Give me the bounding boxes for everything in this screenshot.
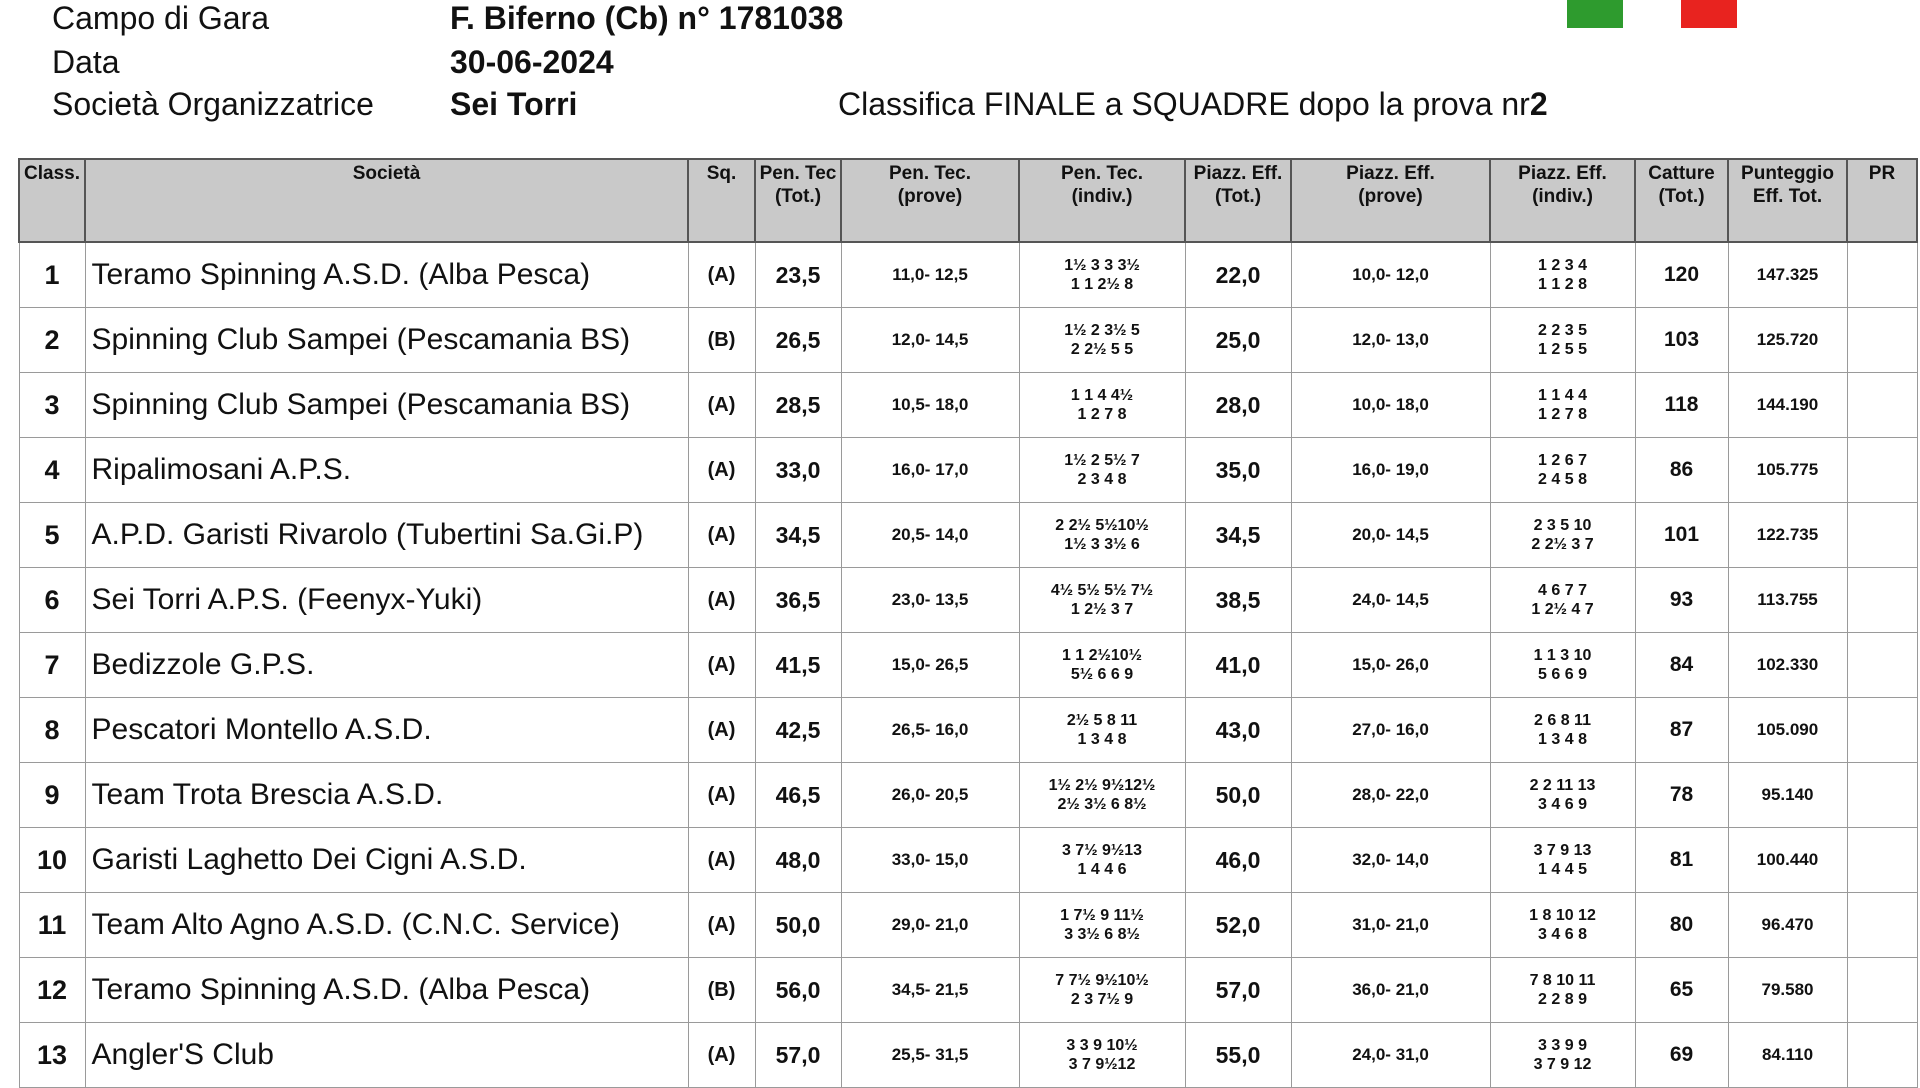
cell-catture: 101	[1635, 503, 1728, 568]
cell-piazz-tot: 50,0	[1185, 763, 1291, 828]
cell-piazz-indiv	[1490, 568, 1635, 633]
cell-pen-indiv-line: 1 1 2½10½	[1061, 647, 1143, 664]
cell-pr	[1847, 828, 1917, 893]
campo-value: F. Biferno (Cb) n° 1781038	[450, 0, 844, 36]
cell-class: 8	[19, 698, 85, 763]
cell-pr	[1847, 503, 1917, 568]
cell-catture: 84	[1635, 633, 1728, 698]
cell-piazz-prove: 20,0- 14,5	[1291, 503, 1490, 568]
cell-piazz-indiv	[1490, 308, 1635, 373]
cell-pen-indiv-line: 1 1 2½ 8	[1070, 276, 1134, 293]
cell-squadra: (A)	[688, 1023, 755, 1088]
cell-piazz-indiv-line: 3 3 9 9	[1538, 1037, 1587, 1054]
cell-pr	[1847, 633, 1917, 698]
cell-squadra: (B)	[688, 308, 755, 373]
cell-class: 6	[19, 568, 85, 633]
cell-catture: 120	[1635, 242, 1728, 308]
cell-catture: 87	[1635, 698, 1728, 763]
cell-pen-indiv-line: 1 1 4 4½	[1070, 387, 1134, 404]
cell-pen-indiv-line: 2 3 4 8	[1077, 471, 1127, 488]
cell-pen-prove: 11,0- 12,5	[841, 242, 1019, 308]
cell-piazz-indiv-line: 3 7 9 12	[1533, 1056, 1592, 1073]
cell-catture: 80	[1635, 893, 1728, 958]
table-row	[19, 893, 1917, 958]
cell-pen-indiv-line: 1½ 2 3½ 5	[1064, 322, 1140, 339]
cell-pen-prove: 20,5- 14,0	[841, 503, 1019, 568]
cell-pen-prove: 26,5- 16,0	[841, 698, 1019, 763]
cell-squadra: (A)	[688, 698, 755, 763]
table-row	[19, 438, 1917, 503]
cell-piazz-indiv-line: 3 4 6 9	[1538, 796, 1587, 813]
cell-pen-tot: 50,0	[755, 893, 841, 958]
header-pr: PR	[1847, 159, 1917, 242]
cell-punteggio: 96.470	[1728, 893, 1847, 958]
cell-piazz-indiv-line: 3 4 6 8	[1538, 926, 1587, 943]
cell-squadra: (A)	[688, 503, 755, 568]
cell-squadra: (A)	[688, 893, 755, 958]
cell-pen-indiv-line: 4½ 5½ 5½ 7½	[1050, 582, 1154, 599]
cell-pen-indiv-line: 3 7½ 9½13	[1061, 842, 1143, 859]
header-punteggio: Punteggio Eff. Tot.	[1728, 159, 1847, 242]
cell-punteggio: 84.110	[1728, 1023, 1847, 1088]
cell-piazz-prove: 28,0- 22,0	[1291, 763, 1490, 828]
table-row	[19, 828, 1917, 893]
cell-pen-indiv	[1019, 503, 1185, 568]
table-row	[19, 763, 1917, 828]
cell-pr	[1847, 763, 1917, 828]
cell-piazz-indiv-line: 1 4 4 5	[1538, 861, 1587, 878]
cell-punteggio: 102.330	[1728, 633, 1847, 698]
data-label: Data	[52, 44, 120, 80]
cell-societa: Ripalimosani A.P.S.	[85, 438, 688, 503]
header-pen-tot: Pen. Tec (Tot.)	[755, 159, 841, 242]
campo-label: Campo di Gara	[52, 0, 269, 36]
cell-squadra: (B)	[688, 958, 755, 1023]
cell-catture: 103	[1635, 308, 1728, 373]
header-class: Class.	[19, 159, 85, 242]
table-row	[19, 958, 1917, 1023]
cell-pen-prove: 26,0- 20,5	[841, 763, 1019, 828]
table-row	[19, 308, 1917, 373]
cell-pen-indiv	[1019, 828, 1185, 893]
cell-pen-indiv	[1019, 1023, 1185, 1088]
cell-squadra: (A)	[688, 763, 755, 828]
cell-class: 13	[19, 1023, 85, 1088]
cell-pen-indiv-line: 2 2½ 5½10½	[1055, 517, 1149, 534]
cell-class: 2	[19, 308, 85, 373]
cell-pen-indiv-line: 2 2½ 5 5	[1070, 341, 1134, 358]
societa-label: Società Organizzatrice	[52, 86, 374, 122]
cell-pen-prove: 29,0- 21,0	[841, 893, 1019, 958]
cell-piazz-indiv-line: 1 2 7 8	[1538, 406, 1587, 423]
cell-pen-indiv-line: 3 7 9½12	[1068, 1056, 1136, 1073]
cell-pen-indiv-line: 1 3 4 8	[1077, 731, 1127, 748]
cell-punteggio: 105.090	[1728, 698, 1847, 763]
cell-piazz-indiv-line: 2 6 8 11	[1534, 712, 1591, 729]
cell-piazz-indiv	[1490, 698, 1635, 763]
cell-piazz-indiv-line: 1 1 3 10	[1533, 647, 1592, 664]
cell-punteggio: 125.720	[1728, 308, 1847, 373]
cell-pen-indiv	[1019, 698, 1185, 763]
cell-pen-indiv-line: 1 7½ 9 11½	[1060, 907, 1144, 924]
cell-piazz-indiv	[1490, 958, 1635, 1023]
flag-red-band	[1681, 0, 1737, 28]
cell-piazz-tot: 25,0	[1185, 308, 1291, 373]
cell-squadra: (A)	[688, 568, 755, 633]
cell-piazz-tot: 43,0	[1185, 698, 1291, 763]
cell-catture: 93	[1635, 568, 1728, 633]
table-row	[19, 373, 1917, 438]
cell-piazz-indiv-line: 4 6 7 7	[1538, 582, 1587, 599]
cell-catture: 78	[1635, 763, 1728, 828]
cell-piazz-indiv-line: 5 6 6 9	[1538, 666, 1587, 683]
cell-piazz-prove: 16,0- 19,0	[1291, 438, 1490, 503]
cell-pen-indiv	[1019, 633, 1185, 698]
cell-pen-indiv-line: 1½ 2 5½ 7	[1064, 452, 1140, 469]
cell-pen-tot: 42,5	[755, 698, 841, 763]
table-row	[19, 242, 1917, 308]
results-table	[18, 158, 1918, 1088]
cell-pen-indiv-line: 2½ 5 8 11	[1066, 712, 1138, 729]
cell-pen-prove: 16,0- 17,0	[841, 438, 1019, 503]
cell-pen-prove: 25,5- 31,5	[841, 1023, 1019, 1088]
cell-piazz-indiv	[1490, 828, 1635, 893]
cell-pen-indiv-line: 3 3 9 10½	[1066, 1037, 1138, 1054]
cell-piazz-indiv-line: 1 3 4 8	[1538, 731, 1587, 748]
cell-piazz-indiv	[1490, 242, 1635, 308]
cell-catture: 86	[1635, 438, 1728, 503]
cell-piazz-indiv	[1490, 893, 1635, 958]
cell-punteggio: 147.325	[1728, 242, 1847, 308]
cell-pen-tot: 36,5	[755, 568, 841, 633]
cell-piazz-tot: 46,0	[1185, 828, 1291, 893]
cell-piazz-tot: 22,0	[1185, 242, 1291, 308]
italian-flag-icon	[1567, 0, 1737, 28]
cell-pen-prove: 10,5- 18,0	[841, 373, 1019, 438]
cell-pr	[1847, 373, 1917, 438]
cell-pen-prove: 34,5- 21,5	[841, 958, 1019, 1023]
cell-piazz-indiv-line: 2 2 3 5	[1538, 322, 1587, 339]
cell-pen-indiv	[1019, 763, 1185, 828]
cell-pr	[1847, 1023, 1917, 1088]
cell-piazz-indiv-line: 2 2 11 13	[1529, 777, 1596, 794]
cell-piazz-indiv	[1490, 1023, 1635, 1088]
classifica-number: 2	[1529, 86, 1548, 122]
cell-pen-indiv-line: 1 2 7 8	[1077, 406, 1127, 423]
cell-punteggio: 105.775	[1728, 438, 1847, 503]
cell-piazz-prove: 31,0- 21,0	[1291, 893, 1490, 958]
societa-value: Sei Torri	[450, 86, 578, 122]
flag-green-band	[1567, 0, 1623, 28]
cell-piazz-tot: 35,0	[1185, 438, 1291, 503]
cell-pr	[1847, 893, 1917, 958]
cell-piazz-indiv	[1490, 633, 1635, 698]
cell-pen-indiv	[1019, 373, 1185, 438]
cell-societa: Spinning Club Sampei (Pescamania BS)	[85, 373, 688, 438]
flag-white-band	[1623, 0, 1681, 28]
cell-piazz-tot: 41,0	[1185, 633, 1291, 698]
cell-piazz-prove: 12,0- 13,0	[1291, 308, 1490, 373]
cell-pr	[1847, 438, 1917, 503]
cell-pen-tot: 41,5	[755, 633, 841, 698]
cell-class: 5	[19, 503, 85, 568]
cell-piazz-indiv-line: 1 1 4 4	[1538, 387, 1587, 404]
classifica-text: Classifica FINALE a SQUADRE dopo la prova nr	[838, 86, 1530, 122]
cell-punteggio: 113.755	[1728, 568, 1847, 633]
header-piazz-indiv: Piazz. Eff. (indiv.)	[1490, 159, 1635, 242]
cell-piazz-indiv-line: 1 2 6 7	[1538, 452, 1587, 469]
cell-pen-prove: 15,0- 26,5	[841, 633, 1019, 698]
cell-piazz-indiv-line: 2 4 5 8	[1538, 471, 1587, 488]
cell-pen-indiv-line: 7 7½ 9½10½	[1055, 972, 1149, 989]
cell-pr	[1847, 242, 1917, 308]
cell-catture: 118	[1635, 373, 1728, 438]
table-header-row	[19, 159, 1917, 242]
cell-class: 9	[19, 763, 85, 828]
cell-pen-indiv-line: 1½ 3 3 3½	[1064, 257, 1140, 274]
cell-societa: Sei Torri A.P.S. (Feenyx-Yuki)	[85, 568, 688, 633]
cell-class: 3	[19, 373, 85, 438]
cell-pen-indiv	[1019, 893, 1185, 958]
cell-piazz-indiv-line: 7 8 10 11	[1529, 972, 1596, 989]
cell-pr	[1847, 958, 1917, 1023]
cell-class: 1	[19, 242, 85, 308]
cell-piazz-prove: 10,0- 18,0	[1291, 373, 1490, 438]
cell-piazz-indiv-line: 1 8 10 12	[1529, 907, 1596, 924]
cell-catture: 65	[1635, 958, 1728, 1023]
cell-piazz-tot: 55,0	[1185, 1023, 1291, 1088]
cell-squadra: (A)	[688, 438, 755, 503]
cell-piazz-prove: 15,0- 26,0	[1291, 633, 1490, 698]
cell-piazz-tot: 28,0	[1185, 373, 1291, 438]
cell-pen-indiv-line: 3 3½ 6 8½	[1064, 926, 1140, 943]
cell-pr	[1847, 308, 1917, 373]
cell-punteggio: 144.190	[1728, 373, 1847, 438]
cell-pen-indiv	[1019, 242, 1185, 308]
header-piazz-tot: Piazz. Eff. (Tot.)	[1185, 159, 1291, 242]
cell-pen-tot: 28,5	[755, 373, 841, 438]
cell-piazz-indiv	[1490, 503, 1635, 568]
cell-piazz-indiv-line: 1 2 5 5	[1538, 341, 1587, 358]
cell-societa: Bedizzole G.P.S.	[85, 633, 688, 698]
cell-piazz-prove: 32,0- 14,0	[1291, 828, 1490, 893]
cell-societa: Garisti Laghetto Dei Cigni A.S.D.	[85, 828, 688, 893]
data-value: 30-06-2024	[450, 44, 614, 80]
header-catture: Catture (Tot.)	[1635, 159, 1728, 242]
cell-piazz-prove: 10,0- 12,0	[1291, 242, 1490, 308]
cell-societa: A.P.D. Garisti Rivarolo (Tubertini Sa.Gi.P)	[85, 503, 688, 568]
cell-pr	[1847, 698, 1917, 763]
cell-pen-tot: 26,5	[755, 308, 841, 373]
cell-pen-prove: 33,0- 15,0	[841, 828, 1019, 893]
cell-pen-indiv-line: 1 2½ 3 7	[1070, 601, 1134, 618]
cell-piazz-indiv	[1490, 763, 1635, 828]
cell-pr	[1847, 568, 1917, 633]
cell-societa: Teramo Spinning A.S.D. (Alba Pesca)	[85, 958, 688, 1023]
cell-societa: Teramo Spinning A.S.D. (Alba Pesca)	[85, 242, 688, 308]
cell-catture: 81	[1635, 828, 1728, 893]
cell-class: 12	[19, 958, 85, 1023]
cell-piazz-prove: 24,0- 14,5	[1291, 568, 1490, 633]
table-row	[19, 568, 1917, 633]
cell-pen-tot: 23,5	[755, 242, 841, 308]
cell-squadra: (A)	[688, 633, 755, 698]
cell-pen-indiv	[1019, 568, 1185, 633]
cell-piazz-indiv-line: 1 1 2 8	[1538, 276, 1587, 293]
cell-piazz-tot: 38,5	[1185, 568, 1291, 633]
cell-societa: Team Trota Brescia A.S.D.	[85, 763, 688, 828]
cell-societa: Pescatori Montello A.S.D.	[85, 698, 688, 763]
cell-pen-prove: 23,0- 13,5	[841, 568, 1019, 633]
cell-squadra: (A)	[688, 373, 755, 438]
cell-piazz-indiv-line: 2 2½ 3 7	[1531, 536, 1594, 553]
cell-piazz-indiv-line: 2 3 5 10	[1533, 517, 1592, 534]
cell-piazz-indiv-line: 3 7 9 13	[1533, 842, 1592, 859]
cell-pen-indiv-line: 2½ 3½ 6 8½	[1057, 796, 1147, 813]
table-row	[19, 633, 1917, 698]
cell-punteggio: 122.735	[1728, 503, 1847, 568]
cell-piazz-indiv	[1490, 373, 1635, 438]
header-pen-indiv: Pen. Tec. (indiv.)	[1019, 159, 1185, 242]
cell-pen-indiv-line: 1½ 3 3½ 6	[1064, 536, 1140, 553]
table-row	[19, 698, 1917, 763]
table-row	[19, 503, 1917, 568]
cell-class: 11	[19, 893, 85, 958]
classifica-title	[838, 84, 1548, 124]
document-header	[52, 0, 1912, 140]
cell-piazz-indiv	[1490, 438, 1635, 503]
cell-pen-tot: 56,0	[755, 958, 841, 1023]
cell-pen-tot: 46,5	[755, 763, 841, 828]
header-societa: Società	[85, 159, 688, 242]
cell-pen-prove: 12,0- 14,5	[841, 308, 1019, 373]
cell-pen-indiv	[1019, 958, 1185, 1023]
cell-class: 7	[19, 633, 85, 698]
cell-squadra: (A)	[688, 242, 755, 308]
cell-pen-indiv	[1019, 438, 1185, 503]
cell-piazz-indiv-line: 1 2 3 4	[1538, 257, 1587, 274]
cell-piazz-prove: 36,0- 21,0	[1291, 958, 1490, 1023]
cell-pen-indiv-line: 5½ 6 6 9	[1070, 666, 1134, 683]
cell-pen-indiv-line: 2 3 7½ 9	[1070, 991, 1134, 1008]
header-pen-prove: Pen. Tec. (prove)	[841, 159, 1019, 242]
cell-class: 4	[19, 438, 85, 503]
cell-pen-indiv	[1019, 308, 1185, 373]
cell-piazz-tot: 52,0	[1185, 893, 1291, 958]
cell-punteggio: 79.580	[1728, 958, 1847, 1023]
cell-punteggio: 100.440	[1728, 828, 1847, 893]
cell-piazz-indiv-line: 2 2 8 9	[1538, 991, 1587, 1008]
cell-societa: Angler'S Club	[85, 1023, 688, 1088]
cell-pen-tot: 48,0	[755, 828, 841, 893]
cell-piazz-prove: 24,0- 31,0	[1291, 1023, 1490, 1088]
cell-punteggio: 95.140	[1728, 763, 1847, 828]
header-sq: Sq.	[688, 159, 755, 242]
cell-pen-tot: 34,5	[755, 503, 841, 568]
cell-pen-indiv-line: 1 4 4 6	[1077, 861, 1127, 878]
cell-pen-tot: 33,0	[755, 438, 841, 503]
cell-pen-tot: 57,0	[755, 1023, 841, 1088]
cell-piazz-prove: 27,0- 16,0	[1291, 698, 1490, 763]
cell-piazz-tot: 34,5	[1185, 503, 1291, 568]
cell-pen-indiv-line: 1½ 2½ 9½12½	[1048, 777, 1156, 794]
cell-piazz-indiv-line: 1 2½ 4 7	[1531, 601, 1594, 618]
cell-societa: Spinning Club Sampei (Pescamania BS)	[85, 308, 688, 373]
header-piazz-prove: Piazz. Eff. (prove)	[1291, 159, 1490, 242]
cell-societa: Team Alto Agno A.S.D. (C.N.C. Service)	[85, 893, 688, 958]
cell-squadra: (A)	[688, 828, 755, 893]
cell-piazz-tot: 57,0	[1185, 958, 1291, 1023]
cell-catture: 69	[1635, 1023, 1728, 1088]
cell-class: 10	[19, 828, 85, 893]
table-row	[19, 1023, 1917, 1088]
